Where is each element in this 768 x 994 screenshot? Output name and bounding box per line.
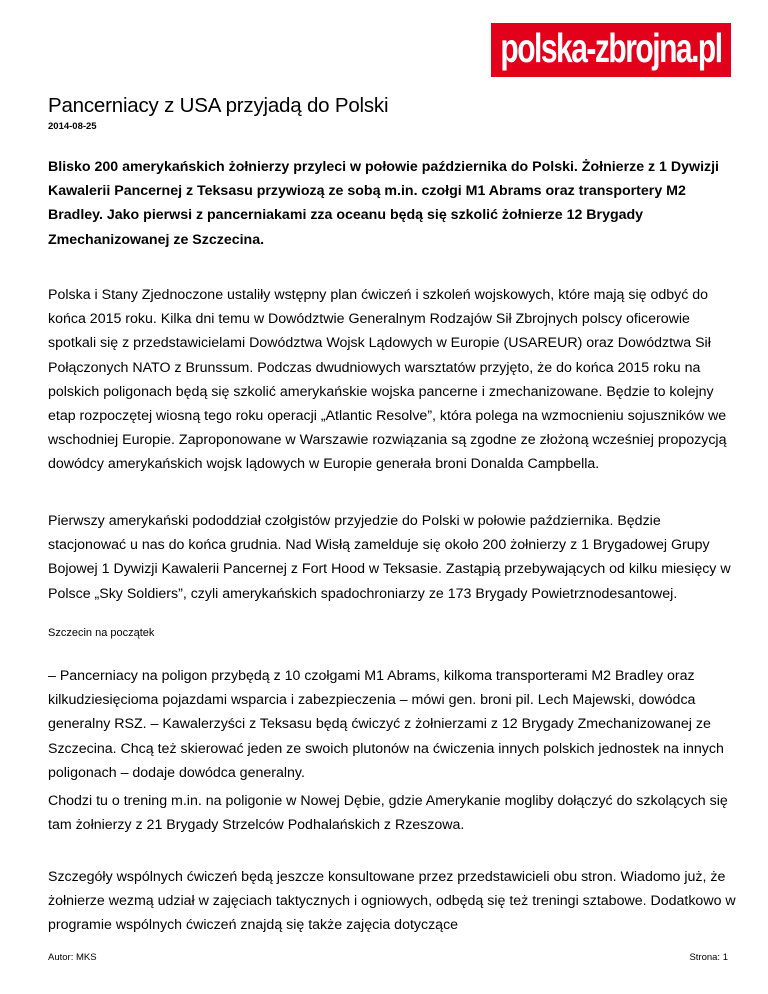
article-date: 2014-08-25	[48, 121, 97, 132]
article-lead: Blisko 200 amerykańskich żołnierzy przyleci w połowie października do Polski. Żołnierze z 1 Dywizji Kawalerii Pancernej z Teksasu przywiozą ze sobą m.in. czołgi M1 Abrams oraz transportery M2 Bradley. Jako pierwsi z pancerniakami zza oceanu będą się szkolić żołnierze 12 Brygady Zmechanizowanej ze Szczecina.	[48, 159, 719, 248]
article-paragraph-4: Chodzi tu o trening m.in. na poligonie w Nowej Dębie, gdzie Amerykanie mogliby dołączyć do szkolących się tam żołnierzy z 21 Brygady Strzelców Podhalańskich z Rzeszowa.	[48, 793, 728, 834]
section-subheading: Szczecin na początek	[48, 627, 155, 639]
footer-author: Autor: MKS	[48, 952, 97, 963]
article-paragraph-1: Polska i Stany Zjednoczone ustaliły wstępny plan ćwiczeń i szkoleń wojskowych, które mają się odbyć do końca 2015 roku. Kilka dni temu w Dowództwie Generalnym Rodzajów Sił Zbrojnych polscy oficerowie spotkali się z przedstawicielami Dowództwa Wojsk Lądowych w Europie (USAREUR) oraz Dowództwa Sił Połączonych NATO z Brunssum. Podczas dwudniowych warsztatów przyjęto, że do końca 2015 roku na polskich poligonach będą się szkolić amerykańskie wojska pancerne i zmechanizowane. Będzie to kolejny etap rozpoczętej wiosną tego roku operacji „Atlantic Resolve”, która polega na wzmocnieniu sojuszników we wschodniej Europie. Zaproponowane w Warszawie rozwiązania są zgodne ze złożoną wcześniej propozycją dowódcy amerykańskich wojsk lądowych w Europie generała broni Donalda Campbella.	[48, 287, 727, 473]
site-logo-text: polska-zbrojna.pl	[500, 27, 722, 72]
article-paragraph-3: – Pancerniacy na poligon przybędą z 10 czołgami M1 Abrams, kilkoma transporterami M2 Bradley oraz kilkudziesięcioma pojazdami wsparcia i zabezpieczenia – mówi gen. broni pil. Lech Majewski, dowódca generalny RSZ. – Kawalerzyści z Teksasu będą ćwiczyć z żołnierzami z 12 Brygady Zmechanizowanej ze Szczecina. Chcą też skierować jeden ze swoich plutonów na ćwiczenia innych polskich jednostek na innych poligonach – dodaje dowódca generalny.	[48, 668, 724, 781]
article-paragraph-2: Pierwszy amerykański pododdział czołgistów przyjedzie do Polski w połowie października. Będzie stacjonować u nas do końca grudnia. Nad Wisłą zamelduje się około 200 żołnierzy z 1 Brygadowej Grupy Bojowej 1 Dywizji Kawalerii Pancernej z Fort Hood w Teksasie. Zastąpią przebywających od kilku miesięcy w Polsce „Sky Soldiers”, czyli amerykańskich spadochroniarzy ze 173 Brygady Powietrznodesantowej.	[48, 513, 731, 602]
footer-page-number: Strona: 1	[689, 952, 728, 963]
article-title: Pancerniacy z USA przyjadą do Polski	[48, 94, 389, 117]
site-logo[interactable]	[491, 23, 731, 77]
article-paragraph-5: Szczegóły wspólnych ćwiczeń będą jeszcze konsultowane przez przedstawicieli obu stron. Wiadomo już, że żołnierze wezmą udział w zajęciach taktycznych i ogniowych, odbędą się też treningi sztabowe. Dodatkowo w programie wspólnych ćwiczeń znajdą się także zajęcia dotyczące	[48, 869, 736, 934]
